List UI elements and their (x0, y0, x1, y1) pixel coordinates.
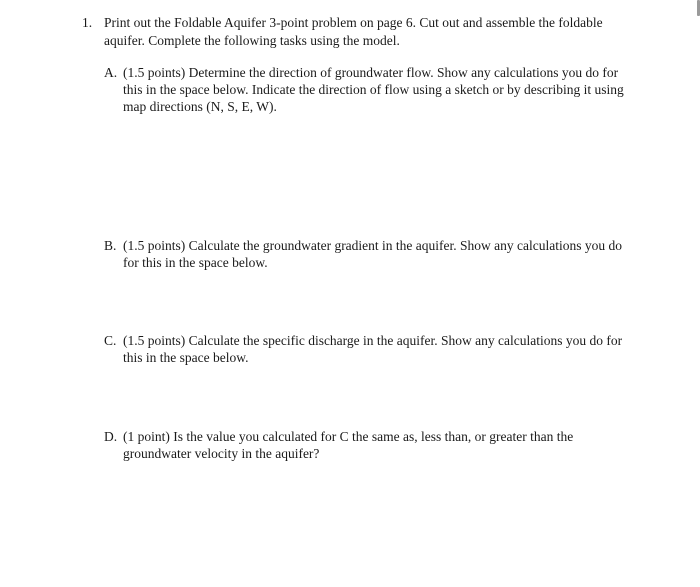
question-number: 1. (82, 15, 93, 30)
part-letter: B. (104, 238, 117, 253)
question-1 (82, 14, 642, 50)
part-c (104, 332, 624, 366)
part-text: (1 point) Is the value you calculated for C the same as, less than, or greater than the groundwater velocity in the aquifer? (123, 429, 574, 461)
part-letter: A. (104, 65, 118, 80)
part-text: (1.5 points) Determine the direction of groundwater flow. Show any calculations you do for this in the space below. Indicate the direction of flow using a sketch or by describing it using map directions (N, S, E, W). (123, 65, 624, 114)
part-text: (1.5 points) Calculate the groundwater gradient in the aquifer. Show any calculations you do for this in the space below. (123, 238, 622, 270)
part-d (104, 428, 624, 462)
part-a (104, 64, 624, 115)
part-letter: C. (104, 333, 117, 348)
question-text: Print out the Foldable Aquifer 3-point problem on page 6. Cut out and assemble the foldable aquifer. Complete the following tasks using the model. (104, 15, 603, 48)
part-text: (1.5 points) Calculate the specific discharge in the aquifer. Show any calculations you do for this in the space below. (123, 333, 623, 365)
part-b (104, 237, 624, 271)
part-letter: D. (104, 429, 118, 444)
